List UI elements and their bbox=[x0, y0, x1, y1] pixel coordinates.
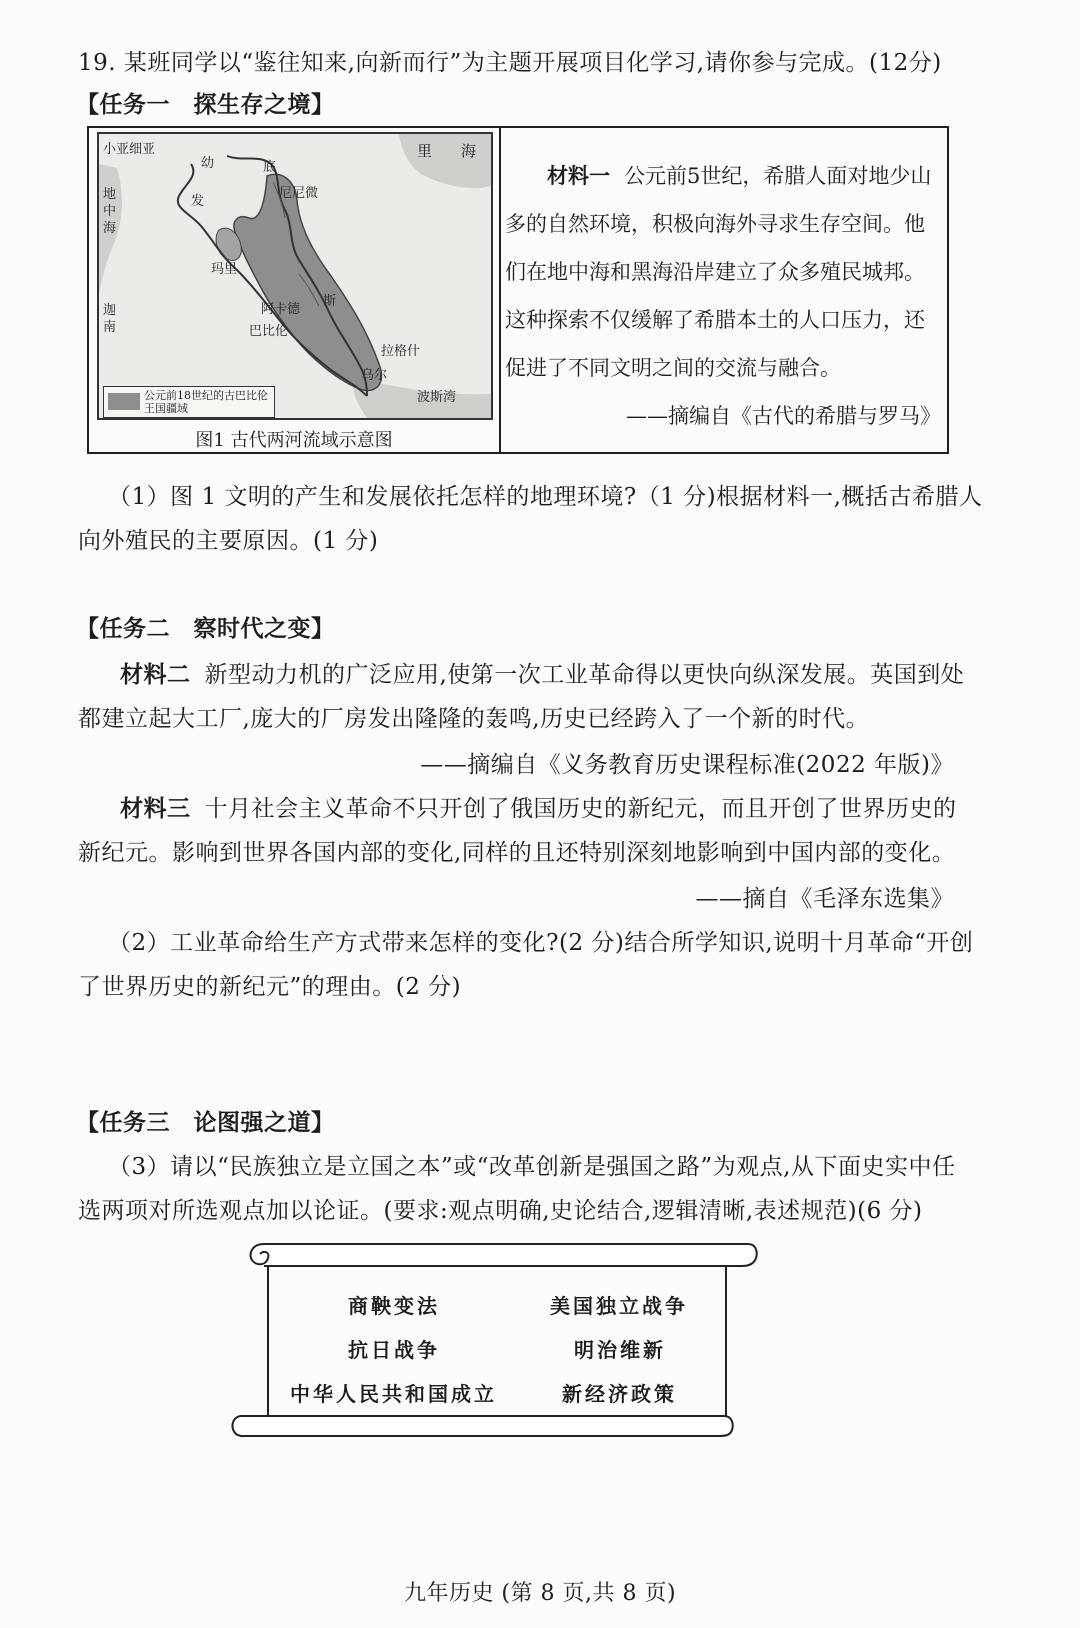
material2-text1: 新型动力机的广泛应用,使第一次工业革命得以更快向纵深发展。英国到处 bbox=[204, 662, 965, 688]
map-label-hai: 海 bbox=[461, 142, 477, 160]
map-label-asia-minor: 小亚细亚 bbox=[103, 142, 156, 157]
task2-title: 【任务二 察时代之变】 bbox=[76, 615, 335, 642]
map-legend bbox=[103, 386, 275, 418]
map-drawing bbox=[99, 134, 491, 418]
page-footer: 九年历史 (第 8 页,共 8 页) bbox=[403, 1581, 677, 1606]
events-scroll bbox=[228, 1240, 758, 1440]
q2-line2: 了世界历史的新纪元”的理由。(2 分) bbox=[78, 974, 462, 1000]
map-label-persian-gulf: 波斯湾 bbox=[417, 390, 457, 405]
material1-label: 材料一 bbox=[547, 163, 610, 188]
map-label-si: 斯 bbox=[323, 294, 337, 309]
q2-line1: （2）工业革命给生产方式带来怎样的变化?(2 分)结合所学知识,说明十月革命“开创 bbox=[108, 930, 974, 956]
q1-line1: （1）图 1 文明的产生和发展依托怎样的地理环境?（1 分)根据材料一,概括古希腊人 bbox=[108, 484, 983, 510]
material1-text: 公元前5世纪，希腊人面对地少山多的自然环境，积极向海外寻求生存空间。他们在地中海和黑海沿岸建立了众多殖民城邦。这种探索不仅缓解了希腊本土的人口压力，还促进了不同文明之间的交流与融合。 bbox=[505, 164, 932, 380]
q1-line2: 向外殖民的主要原因。(1 分) bbox=[78, 528, 379, 554]
event-item: 抗日战争 bbox=[348, 1338, 440, 1362]
material3-line1 bbox=[120, 790, 957, 823]
map-label-lagash: 拉格什 bbox=[381, 344, 421, 359]
material3-source: ——摘自《毛泽东选集》 bbox=[695, 886, 954, 912]
map-label-tigris: 底 bbox=[263, 160, 277, 175]
map-label-mari: 玛里 bbox=[211, 262, 238, 277]
map-label-li: 里 bbox=[417, 142, 433, 160]
legend-text: 公元前18世纪的古巴比伦王国疆域 bbox=[144, 389, 268, 415]
event-item: 明治维新 bbox=[574, 1338, 666, 1362]
event-item: 商鞅变法 bbox=[348, 1294, 440, 1318]
material3-line2: 新纪元。影响到世界各国内部的变化,同样的且还特别深刻地影响到中国内部的变化。 bbox=[78, 840, 956, 866]
map-label-canaan: 迦南 bbox=[103, 303, 117, 335]
map-label-euphrates-1: 幼 bbox=[201, 156, 215, 171]
material1-source: ——摘编自《古代的希腊与罗马》 bbox=[626, 404, 941, 428]
event-item: 新经济政策 bbox=[562, 1382, 677, 1406]
map-label-ur: 乌尔 bbox=[361, 368, 388, 383]
material3-label: 材料三 bbox=[120, 795, 191, 822]
q3-line1: （3）请以“民族独立是立国之本”或“改革创新是强国之路”为观点,从下面史实中任 bbox=[108, 1154, 956, 1180]
task3-title: 【任务三 论图强之道】 bbox=[76, 1109, 335, 1136]
map-caption: 图1 古代两河流域示意图 bbox=[195, 430, 393, 451]
material2-line2: 都建立起大工厂,庞大的厂房发出隆隆的轰鸣,历史已经跨入了一个新的时代。 bbox=[78, 706, 870, 732]
event-item: 美国独立战争 bbox=[550, 1294, 688, 1318]
map-label-babylon: 巴比伦 bbox=[249, 324, 289, 339]
material1 bbox=[505, 152, 941, 440]
map-label-nineveh: 尼尼微 bbox=[279, 186, 319, 201]
map-figure bbox=[97, 132, 493, 420]
legend-swatch bbox=[108, 393, 140, 410]
map-panel bbox=[89, 128, 501, 454]
material2-line1 bbox=[120, 656, 964, 689]
q3-line2: 选两项对所选观点加以论证。(要求:观点明确,史论结合,逻辑清晰,表述规范)(6 分) bbox=[78, 1198, 923, 1224]
material2-source: ——摘编自《义务教育历史课程标准(2022 年版)》 bbox=[420, 752, 954, 778]
map-label-euphrates-2: 发 bbox=[191, 194, 205, 209]
map-label-mediterranean: 地中海 bbox=[103, 187, 117, 236]
scroll-frame bbox=[228, 1240, 758, 1440]
event-item: 中华人民共和国成立 bbox=[290, 1382, 497, 1406]
material-box bbox=[87, 126, 949, 454]
question-header: 19. 某班同学以“鉴往知来,向新而行”为主题开展项目化学习,请你参与完成。(12分) bbox=[78, 50, 942, 76]
material3-text1: 十月社会主义革命不只开创了俄国历史的新纪元，而且开创了世界历史的 bbox=[204, 796, 957, 822]
map-label-akkad: 阿卡德 bbox=[261, 302, 301, 317]
material2-label: 材料二 bbox=[120, 661, 191, 688]
material1-body bbox=[505, 152, 941, 392]
task1-title: 【任务一 探生存之境】 bbox=[76, 91, 335, 118]
